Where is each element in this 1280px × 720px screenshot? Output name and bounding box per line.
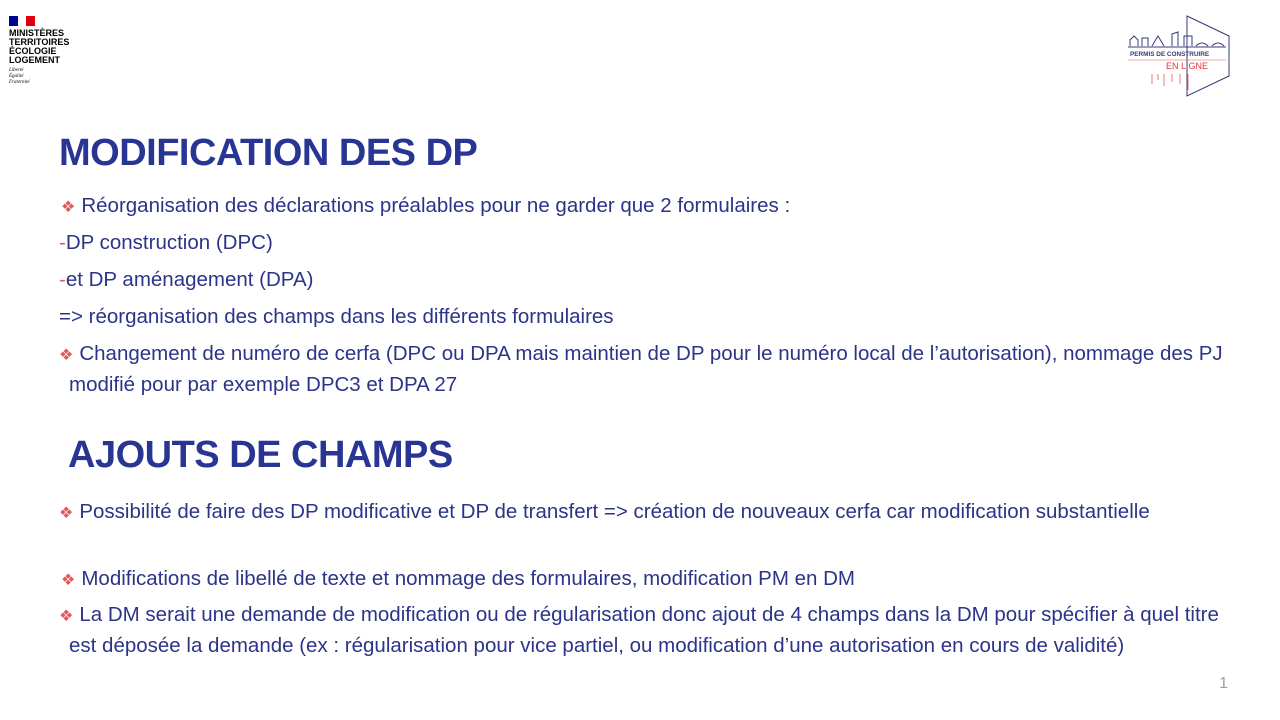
bullet-text: La DM serait une demande de modification ou de régularisation donc ajout de 4 champs dans la DM pour spécifier à quel titre est déposée la demande (ex : régularisation pour vice partiel, ou modification d’une autorisation en cours de validité) [69,603,1219,657]
logo-text-1: PERMIS DE CONSTRUIRE [1130,51,1210,58]
diamond-bullet-icon: ❖ [61,572,76,589]
bullet-text: Réorganisation des déclarations préalables pour ne garder que 2 formulaires : [81,194,791,217]
logo-text-2: EN LIGNE [1166,61,1209,71]
diamond-bullet-icon: ❖ [59,347,74,364]
ministry-logo [9,16,89,86]
hexagon-city-icon [1122,14,1232,98]
section-title-ajouts: AJOUTS DE CHAMPS [68,434,453,476]
item-text: et DP aménagement (DPA) [65,268,314,291]
arrow-line: => réorganisation des champs dans les différents formulaires [59,305,614,328]
ministry-name-2: TERRITOIRES [9,37,70,47]
diamond-bullet-icon: ❖ [61,199,76,216]
item-text: DP construction (DPC) [65,231,273,254]
bullet-dm [59,600,1234,660]
motto [9,68,89,86]
section-title-modification: MODIFICATION DES DP [59,132,478,174]
ministry-name-3: ÉCOLOGIE [9,46,57,56]
bullet-dp-modificative [59,497,1234,528]
page-number: 1 [1219,675,1228,692]
ministry-name-1: MINISTÈRES [9,28,65,38]
motto-1: Liberté [9,68,24,73]
bullet-text: Changement de numéro de cerfa (DPC ou DPA mais maintien de DP pour le numéro local de l’autorisation), nommage des PJ modifié pour par exemple DPC3 et DPA 27 [69,342,1223,396]
dash-bullet: - [59,231,66,254]
french-flag-icon [9,16,35,26]
bullet-reorganisation [61,191,790,222]
list-item-dpa [59,265,313,294]
bullet-libelle [61,564,855,595]
bullet-cerfa [59,339,1234,399]
diamond-bullet-icon: ❖ [59,505,74,522]
dash-bullet: - [59,268,66,291]
bullet-text: Modifications de libellé de texte et nommage des formulaires, modification PM en DM [81,567,856,590]
bullet-text: Possibilité de faire des DP modificative et DP de transfert => création de nouveaux cerfa car modification substantielle [79,500,1150,523]
motto-2: Égalité [9,74,24,79]
ministry-name-4: LOGEMENT [9,55,60,65]
diamond-bullet-icon: ❖ [59,608,74,625]
permis-logo [1122,14,1232,98]
motto-3: Fraternité [9,80,30,85]
list-item-dpc [59,228,273,257]
